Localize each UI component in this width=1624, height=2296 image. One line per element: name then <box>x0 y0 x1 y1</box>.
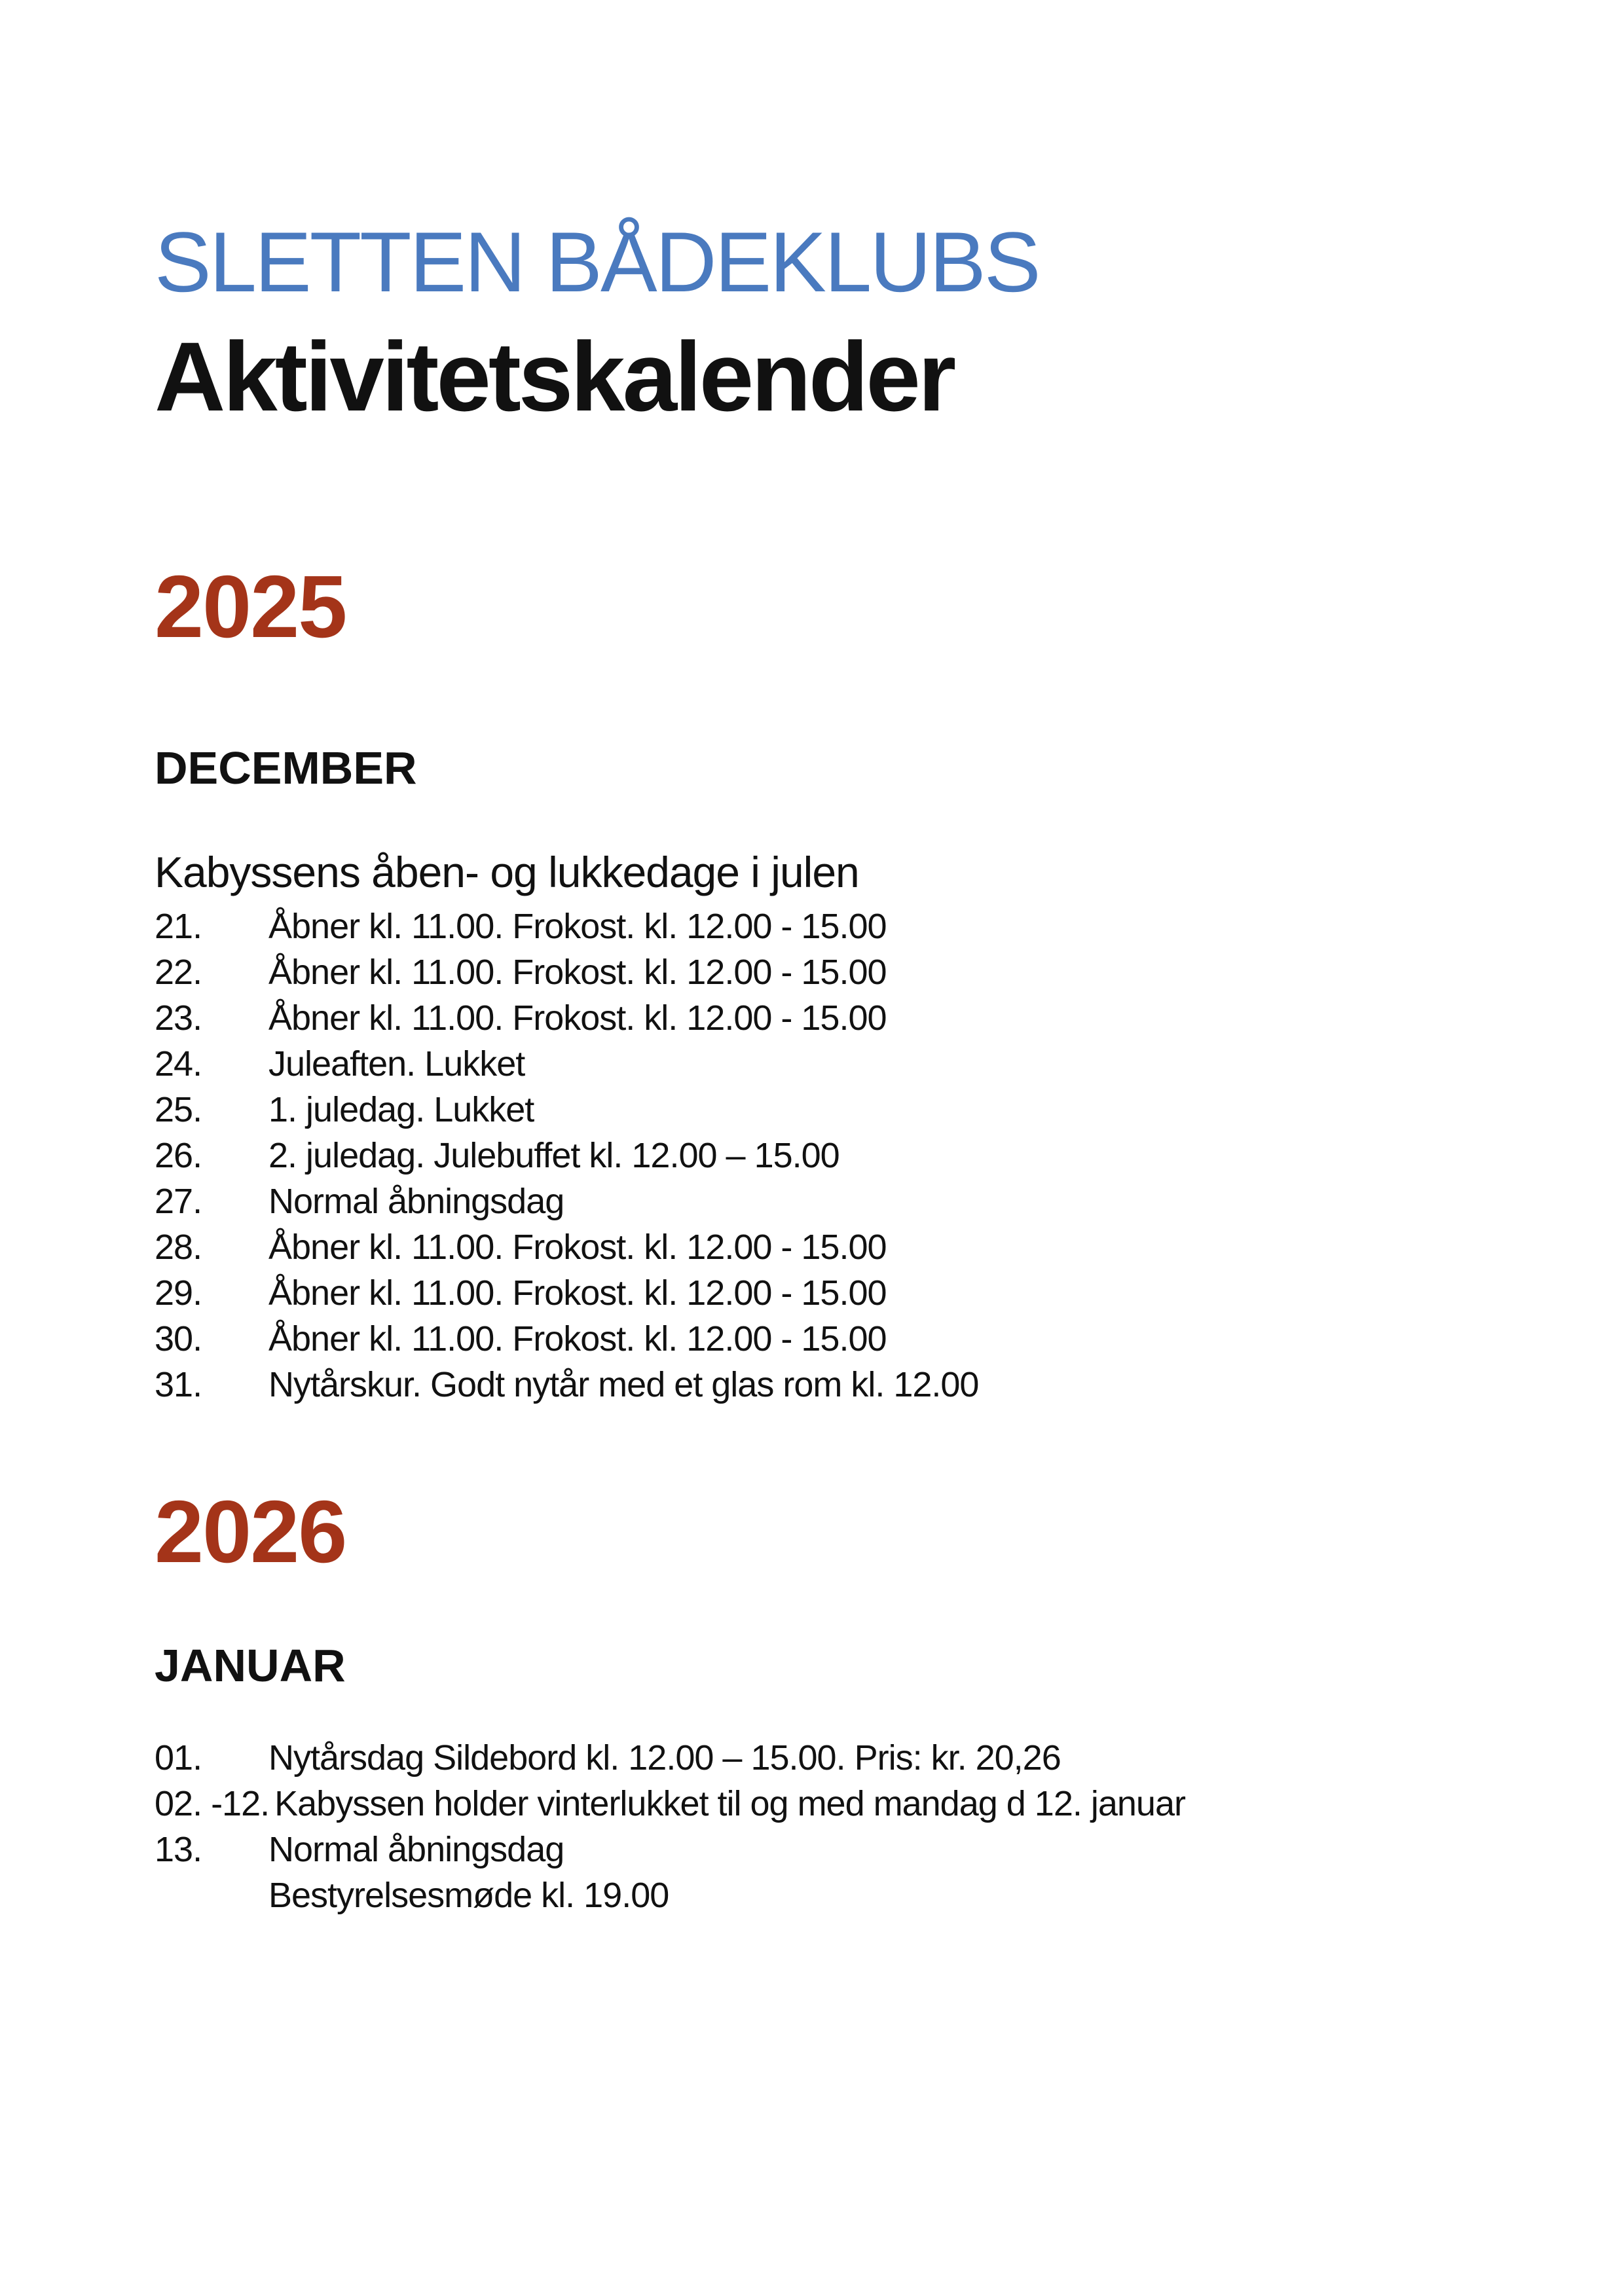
entry-day: 22. <box>155 953 202 992</box>
entry-text: Åbner kl. 11.00. Frokost. kl. 12.00 - 15.00 <box>268 907 887 946</box>
entry-text: Normal åbningsdag <box>268 1182 564 1221</box>
entry-text: Bestyrelsesmøde kl. 19.00 <box>268 1876 669 1915</box>
calendar-entry <box>155 1316 1559 1362</box>
calendar-entry <box>155 1087 1559 1133</box>
entry-text: 2. juledag. Julebuffet kl. 12.00 – 15.00 <box>268 1136 840 1175</box>
calendar-entry <box>155 995 1559 1041</box>
entry-text: Åbner kl. 11.00. Frokost. kl. 12.00 - 15.00 <box>268 1273 887 1313</box>
entry-day: 02. -12. <box>155 1784 270 1823</box>
entry-day: 24. <box>155 1044 202 1084</box>
year-heading-2026: 2026 <box>155 1482 346 1581</box>
calendar-entry <box>155 1827 1559 1872</box>
entry-text: Åbner kl. 11.00. Frokost. kl. 12.00 - 15.00 <box>268 1228 887 1267</box>
entry-day: 30. <box>155 1319 202 1358</box>
entry-text: 1. juledag. Lukket <box>268 1090 534 1129</box>
entry-day: 23. <box>155 998 202 1038</box>
entry-day: 01. <box>155 1738 202 1777</box>
entry-text: Nytårsdag Sildebord kl. 12.00 – 15.00. Pris: kr. 20,26 <box>268 1738 1061 1777</box>
entry-day: 26. <box>155 1136 202 1175</box>
calendar-entry <box>155 903 1559 949</box>
month-heading-december: DECEMBER <box>155 742 417 793</box>
entry-day: 31. <box>155 1365 202 1404</box>
entry-day: 21. <box>155 907 202 946</box>
calendar-entry <box>155 1362 1559 1408</box>
entry-day: 25. <box>155 1090 202 1129</box>
calendar-entry <box>155 1872 1559 1918</box>
calendar-entry <box>155 1133 1559 1178</box>
december-subtitle: Kabyssens åben- og lukkedage i julen <box>155 848 859 896</box>
calendar-entry <box>155 1041 1559 1087</box>
calendar-entry <box>155 949 1559 995</box>
entry-text: Normal åbningsdag <box>268 1830 564 1869</box>
calendar-entry <box>155 1270 1559 1316</box>
entry-text: Åbner kl. 11.00. Frokost. kl. 12.00 - 15.00 <box>268 1319 887 1358</box>
entry-text: Kabyssen holder vinterlukket til og med mandag d 12. januar <box>274 1784 1185 1823</box>
calendar-entry <box>155 1781 1559 1827</box>
entry-day: 28. <box>155 1228 202 1267</box>
club-title: SLETTEN BÅDEKLUBS <box>155 214 1039 310</box>
calendar-entry <box>155 1224 1559 1270</box>
calendar-entry <box>155 1178 1559 1224</box>
entry-day: 27. <box>155 1182 202 1221</box>
entry-text: Juleaften. Lukket <box>268 1044 525 1084</box>
document-title: Aktivitetskalender <box>155 321 954 431</box>
calendar-entry <box>155 1735 1559 1781</box>
entry-text: Nytårskur. Godt nytår med et glas rom kl. 12.00 <box>268 1365 979 1404</box>
entry-day: 13. <box>155 1830 202 1869</box>
januar-entry-list <box>155 1735 1559 1918</box>
year-heading-2025: 2025 <box>155 557 346 656</box>
entry-text: Åbner kl. 11.00. Frokost. kl. 12.00 - 15.00 <box>268 998 887 1038</box>
month-heading-januar: JANUAR <box>155 1640 346 1691</box>
december-entry-list <box>155 903 1559 1408</box>
entry-day: 29. <box>155 1273 202 1313</box>
entry-text: Åbner kl. 11.00. Frokost. kl. 12.00 - 15.00 <box>268 953 887 992</box>
